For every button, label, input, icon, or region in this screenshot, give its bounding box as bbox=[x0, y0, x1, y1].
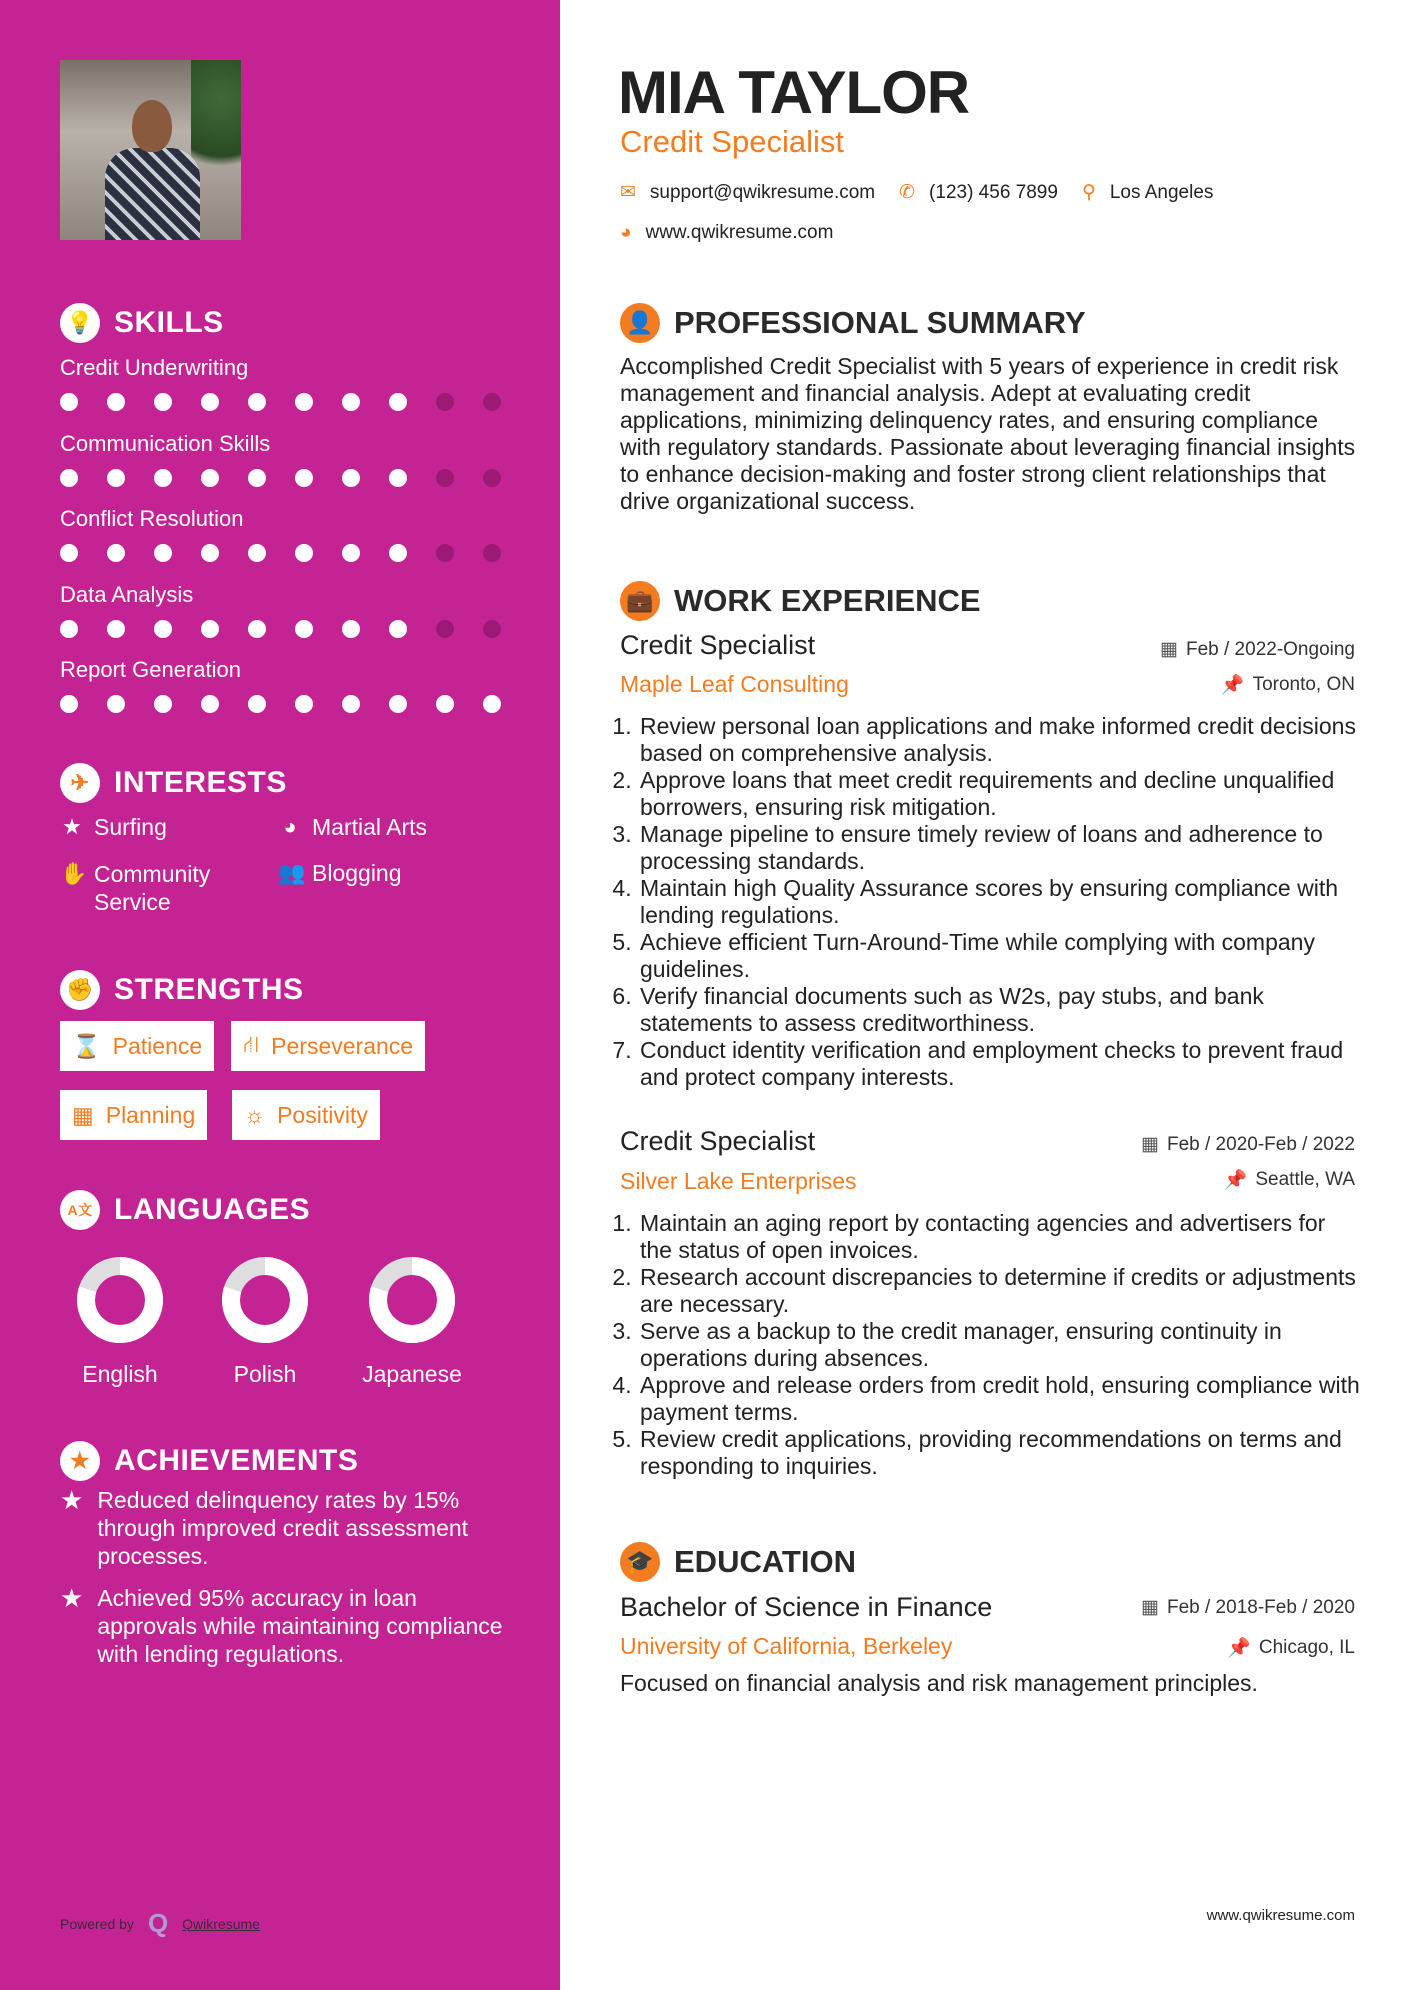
paper-plane-icon: ✈ bbox=[60, 763, 100, 803]
skill-rating bbox=[60, 620, 501, 638]
rating-dot bbox=[389, 544, 407, 562]
rating-dot bbox=[483, 695, 501, 713]
envelope-icon: ✉ bbox=[620, 182, 636, 203]
strength-badge: ☼ Positivity bbox=[232, 1090, 380, 1140]
skill-rating bbox=[60, 695, 501, 713]
shooting-star-icon: ★ bbox=[60, 1485, 84, 1515]
rating-dot bbox=[436, 393, 454, 411]
rating-dot bbox=[342, 544, 360, 562]
rating-dot bbox=[483, 393, 501, 411]
rating-dot bbox=[342, 620, 360, 638]
phone-icon: ✆ bbox=[899, 182, 916, 203]
globe-icon: ◕ bbox=[283, 814, 297, 839]
rating-dot bbox=[483, 620, 501, 638]
language-label: English bbox=[82, 1361, 158, 1387]
job-0-duties bbox=[620, 713, 1360, 1091]
rating-dot bbox=[201, 469, 219, 487]
rating-dot bbox=[107, 620, 125, 638]
rating-dot bbox=[201, 620, 219, 638]
rating-dot bbox=[154, 544, 172, 562]
rating-dot bbox=[295, 695, 313, 713]
strength-badge: ▦ Planning bbox=[60, 1090, 207, 1140]
interest-item: ★ Surfing bbox=[60, 814, 167, 841]
rating-dot bbox=[389, 393, 407, 411]
pin-icon: 📌 bbox=[1223, 1170, 1248, 1191]
skill-rating bbox=[60, 393, 501, 411]
calendar-icon: ▦ bbox=[72, 1101, 94, 1128]
rating-dot bbox=[201, 695, 219, 713]
rating-dot bbox=[60, 393, 78, 411]
footer-website[interactable]: www.qwikresume.com bbox=[1206, 1907, 1355, 1924]
rating-dot bbox=[483, 544, 501, 562]
duty-item: 2. Research account discrepancies to determine if credits or adjustments are necessary. bbox=[638, 1264, 1360, 1318]
rating-dot bbox=[248, 393, 266, 411]
rating-dot bbox=[295, 620, 313, 638]
language-donut bbox=[362, 1250, 462, 1350]
phone: (123) 456 7899 bbox=[929, 181, 1058, 203]
job-title: Credit Specialist bbox=[620, 124, 844, 159]
achievement-item: ★ Achieved 95% accuracy in loan approvals while maintaining compliance with lending regulations. bbox=[60, 1583, 503, 1667]
job-1-location: 📌 Seattle, WA bbox=[1223, 1169, 1355, 1191]
job-0-dates: ▦ Feb / 2022-Ongoing bbox=[1160, 638, 1355, 660]
education-dates: ▦ Feb / 2018-Feb / 2020 bbox=[1141, 1596, 1355, 1618]
duty-item: 2. Approve loans that meet credit requirements and decline unqualified borrowers, ensuring risk mitigation. bbox=[638, 767, 1360, 821]
achievements-heading: ★ ACHIEVEMENTS bbox=[60, 1441, 358, 1481]
qwikresume-logo-icon: Q bbox=[147, 1908, 169, 1938]
star-icon: ★ bbox=[62, 814, 82, 839]
location: Los Angeles bbox=[1109, 181, 1214, 203]
pin-icon: 📌 bbox=[1220, 675, 1245, 696]
duty-item: 4. Maintain high Quality Assurance scores by ensuring compliance with lending regulations. bbox=[638, 875, 1360, 929]
job-1-title: Credit Specialist bbox=[620, 1126, 816, 1156]
strength-badge: ⌛ Patience bbox=[60, 1021, 214, 1071]
skill-label: Communication Skills bbox=[60, 430, 271, 456]
map-pin-icon: ⚲ bbox=[1081, 182, 1096, 203]
summary-heading: 👤 PROFESSIONAL SUMMARY bbox=[620, 303, 1086, 343]
duty-item: 3. Manage pipeline to ensure timely review of loans and adherence to processing standards. bbox=[638, 821, 1360, 875]
duty-item: 1. Maintain an aging report by contacting agencies and advertisers for the status of open invoices. bbox=[638, 1210, 1360, 1264]
users-icon: 👥 bbox=[278, 860, 306, 885]
skill-label: Credit Underwriting bbox=[60, 355, 249, 380]
skill-label: Report Generation bbox=[60, 657, 241, 682]
candidate-name: MIA TAYLOR bbox=[618, 59, 970, 126]
work-heading: 💼 WORK EXPERIENCE bbox=[620, 581, 981, 621]
rating-dot bbox=[436, 620, 454, 638]
rating-dot bbox=[154, 469, 172, 487]
rating-dot bbox=[295, 469, 313, 487]
education-description: Focused on financial analysis and risk management principles. bbox=[620, 1670, 1258, 1696]
website[interactable]: www.qwikresume.com bbox=[645, 222, 834, 243]
hourglass-icon: ⌛ bbox=[72, 1032, 101, 1059]
rating-dot bbox=[107, 695, 125, 713]
duty-item: 3. Serve as a backup to the credit manager, ensuring continuity in operations during absences. bbox=[638, 1318, 1360, 1372]
rating-dot bbox=[154, 393, 172, 411]
translate-icon: A文 bbox=[60, 1190, 100, 1230]
language-label: Polish bbox=[233, 1361, 297, 1387]
duty-item: 6. Verify financial documents such as W2s, pay stubs, and bank statements to assess creditworthiness. bbox=[638, 983, 1360, 1037]
interests-heading: ✈ INTERESTS bbox=[60, 763, 287, 803]
rating-dot bbox=[389, 620, 407, 638]
pin-icon: 📌 bbox=[1227, 1638, 1251, 1659]
rating-dot bbox=[342, 469, 360, 487]
strength-badge: ⛙ Perseverance bbox=[231, 1021, 425, 1071]
star-badge-icon: ★ bbox=[60, 1441, 100, 1481]
language-donut bbox=[215, 1250, 315, 1350]
interest-item: ◕ Martial Arts bbox=[278, 814, 427, 841]
summary-text: Accomplished Credit Specialist with 5 years of experience in credit risk management and financial analysis. Adept at evaluating credit applications, minimizing delinquency rates, and ensuring compliance with regulatory standards. Passionate about leveraging financial insights to enhance decision-making and foster strong client relationships that drive organizational success. bbox=[620, 353, 1356, 514]
hand-icon: ✋ bbox=[60, 861, 88, 886]
duty-item: 5. Achieve efficient Turn-Around-Time while complying with company guidelines. bbox=[638, 929, 1360, 983]
rating-dot bbox=[60, 469, 78, 487]
achievement-item: ★ Reduced delinquency rates by 15% through improved credit assessment processes. bbox=[60, 1485, 469, 1569]
calendar-icon: ▦ bbox=[1141, 1134, 1159, 1155]
language-donut bbox=[70, 1250, 170, 1350]
skills-heading: 💡 SKILLS bbox=[60, 303, 224, 343]
user-icon: 👤 bbox=[620, 303, 660, 343]
rating-dot bbox=[248, 695, 266, 713]
contact-row bbox=[620, 181, 1213, 204]
education-location: 📌 Chicago, IL bbox=[1227, 1637, 1355, 1659]
skill-rating bbox=[60, 544, 501, 562]
job-1-dates: ▦ Feb / 2020-Feb / 2022 bbox=[1141, 1133, 1355, 1155]
rating-dot bbox=[295, 544, 313, 562]
rating-dot bbox=[436, 695, 454, 713]
shooting-star-icon: ★ bbox=[60, 1583, 84, 1613]
rating-dot bbox=[389, 469, 407, 487]
rating-dot bbox=[107, 469, 125, 487]
sun-icon: ☼ bbox=[244, 1101, 266, 1128]
skill-rating bbox=[60, 469, 501, 487]
rating-dot bbox=[201, 393, 219, 411]
duty-item: 7. Conduct identity verification and employment checks to prevent fraud and protect company interests. bbox=[638, 1037, 1360, 1091]
job-1-company: Silver Lake Enterprises bbox=[620, 1168, 857, 1194]
powered-by: Powered by Q Qwikresume bbox=[60, 1908, 260, 1938]
education-heading: 🎓 EDUCATION bbox=[620, 1542, 856, 1582]
duty-item: 4. Approve and release orders from credit hold, ensuring compliance with payment terms. bbox=[638, 1372, 1360, 1426]
calendar-icon: ▦ bbox=[1160, 639, 1178, 660]
job-0-title: Credit Specialist bbox=[620, 630, 816, 660]
job-0-company: Maple Leaf Consulting bbox=[620, 671, 849, 697]
language-label: Japanese bbox=[362, 1361, 462, 1387]
skill-label: Data Analysis bbox=[60, 581, 194, 607]
rating-dot bbox=[483, 469, 501, 487]
rating-dot bbox=[389, 695, 407, 713]
globe-icon: ◕ bbox=[620, 222, 632, 243]
rating-dot bbox=[60, 695, 78, 713]
briefcase-icon: 💼 bbox=[620, 581, 660, 621]
school: University of California, Berkeley bbox=[620, 1633, 953, 1659]
rating-dot bbox=[107, 393, 125, 411]
website-row bbox=[620, 222, 833, 244]
qwikresume-link[interactable]: Qwikresume bbox=[182, 1915, 260, 1932]
job-0-location: 📌 Toronto, ON bbox=[1220, 674, 1355, 696]
rating-dot bbox=[436, 469, 454, 487]
rating-dot bbox=[248, 544, 266, 562]
interest-item: ✋ Community Service bbox=[60, 861, 211, 915]
email[interactable]: support@qwikresume.com bbox=[649, 181, 876, 203]
rating-dot bbox=[342, 393, 360, 411]
duty-item: 1. Review personal loan applications and make informed credit decisions based on comprehensive analysis. bbox=[638, 713, 1360, 767]
strengths-heading: ✊ STRENGTHS bbox=[60, 970, 304, 1010]
calendar-icon: ▦ bbox=[1141, 1597, 1159, 1618]
degree: Bachelor of Science in Finance bbox=[620, 1592, 993, 1622]
profile-photo bbox=[60, 60, 241, 240]
graduate-icon: 🎓 bbox=[620, 1542, 660, 1582]
duty-item: 5. Review credit applications, providing recommendations on terms and responding to inquiries. bbox=[638, 1426, 1360, 1480]
rating-dot bbox=[60, 620, 78, 638]
rating-dot bbox=[154, 695, 172, 713]
skill-label: Conflict Resolution bbox=[60, 506, 244, 531]
sidebar bbox=[0, 0, 560, 1990]
rating-dot bbox=[201, 544, 219, 562]
rating-dot bbox=[154, 620, 172, 638]
rating-dot bbox=[248, 620, 266, 638]
job-1-duties bbox=[620, 1210, 1360, 1480]
interest-item: 👥 Blogging bbox=[278, 860, 402, 886]
languages-heading: A文 LANGUAGES bbox=[60, 1190, 310, 1230]
rating-dot bbox=[60, 544, 78, 562]
road-icon: ⛙ bbox=[243, 1031, 260, 1057]
rating-dot bbox=[107, 544, 125, 562]
lightbulb-icon: 💡 bbox=[60, 303, 100, 343]
fist-icon: ✊ bbox=[60, 970, 100, 1010]
rating-dot bbox=[248, 469, 266, 487]
rating-dot bbox=[342, 695, 360, 713]
rating-dot bbox=[436, 544, 454, 562]
rating-dot bbox=[295, 393, 313, 411]
